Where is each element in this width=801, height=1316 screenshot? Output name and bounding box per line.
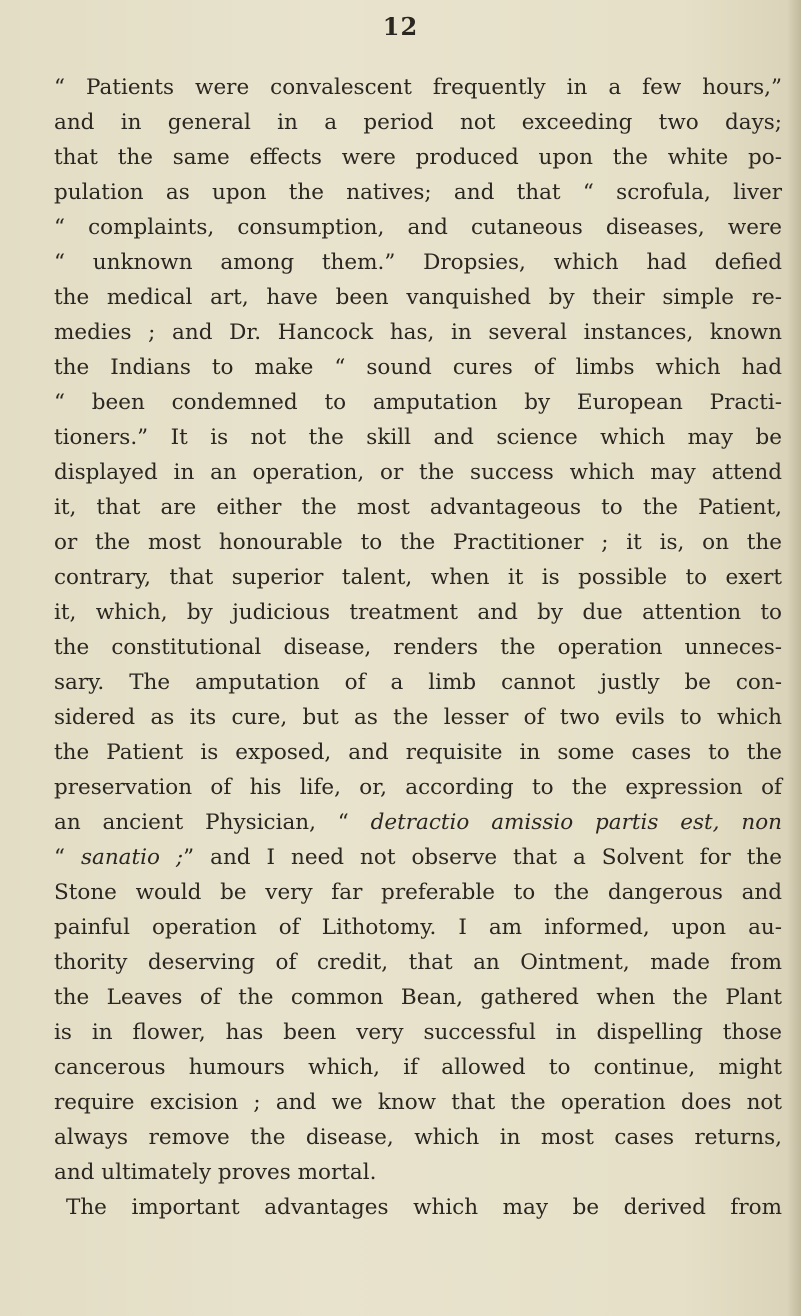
text-line: and ultimately proves mortal. (54, 1160, 377, 1185)
text-line: and in general in a period not exceeding two days; (54, 110, 782, 135)
text-line: always remove the disease, which in most cases returns, (54, 1125, 782, 1150)
text-line: the Leaves of the common Bean, gathered when the Plant (54, 985, 782, 1010)
text-line: The important advantages which may be derived from (66, 1195, 782, 1220)
text-line: it, that are either the most advantageous to the Patient, (54, 495, 782, 520)
text-line: Stone would be very far preferable to the dangerous and (54, 880, 782, 905)
text-line: preservation of his life, or, according to the expression of (54, 775, 782, 800)
text-line: it, which, by judicious treatment and by due attention to (54, 600, 782, 625)
latin-quote: sanatio ; (80, 845, 184, 870)
page-edge-shadow (787, 0, 801, 1316)
text-line: “ Patients were convalescent frequently in a few hours,” (54, 75, 782, 100)
text-line: pulation as upon the natives; and that “ scrofula, liver (54, 180, 782, 205)
text-line: tioners.” It is not the skill and science which may be (54, 425, 782, 450)
text-line: sary. The amputation of a limb cannot justly be con- (54, 670, 782, 695)
text-line: displayed in an operation, or the success which may attend (54, 460, 782, 485)
text-line: the Indians to make “ sound cures of limbs which had (54, 355, 782, 380)
text-line: the constitutional disease, renders the operation unneces- (54, 635, 782, 660)
page-number: 12 (382, 12, 419, 41)
text-line-latin-2 (54, 840, 782, 875)
text-line: the medical art, have been vanquished by their simple re- (54, 285, 782, 310)
text-line-latin-1 (54, 805, 782, 840)
text-line: is in flower, has been very successful in dispelling those (54, 1020, 782, 1045)
text-line: or the most honourable to the Practitioner ; it is, on the (54, 530, 782, 555)
text-line: painful operation of Lithotomy. I am informed, upon au- (54, 915, 782, 940)
text-line: that the same effects were produced upon the white po- (54, 145, 782, 170)
text-line: medies ; and Dr. Hancock has, in several instances, known (54, 320, 782, 345)
text-line: cancerous humours which, if allowed to continue, might (54, 1055, 782, 1080)
text-fragment: an ancient Physician, “ (54, 810, 371, 835)
text-fragment: “ (54, 845, 81, 870)
latin-quote: detractio amissio partis est, non (370, 810, 783, 835)
text-line: require excision ; and we know that the operation does not (54, 1090, 782, 1115)
text-line: thority deserving of credit, that an Ointment, made from (54, 950, 782, 975)
text-line: “ been condemned to amputation by European Practi- (54, 390, 782, 415)
text-fragment: ” and I need not observe that a Solvent for the (183, 845, 782, 870)
text-line: sidered as its cure, but as the lesser of two evils to which (54, 705, 782, 730)
text-line: “ unknown among them.” Dropsies, which had defied (54, 250, 782, 275)
body-text (54, 70, 782, 1225)
text-line: “ complaints, consumption, and cutaneous diseases, were (54, 215, 782, 240)
text-line: contrary, that superior talent, when it is possible to exert (54, 565, 782, 590)
text-line: the Patient is exposed, and requisite in some cases to the (54, 740, 782, 765)
